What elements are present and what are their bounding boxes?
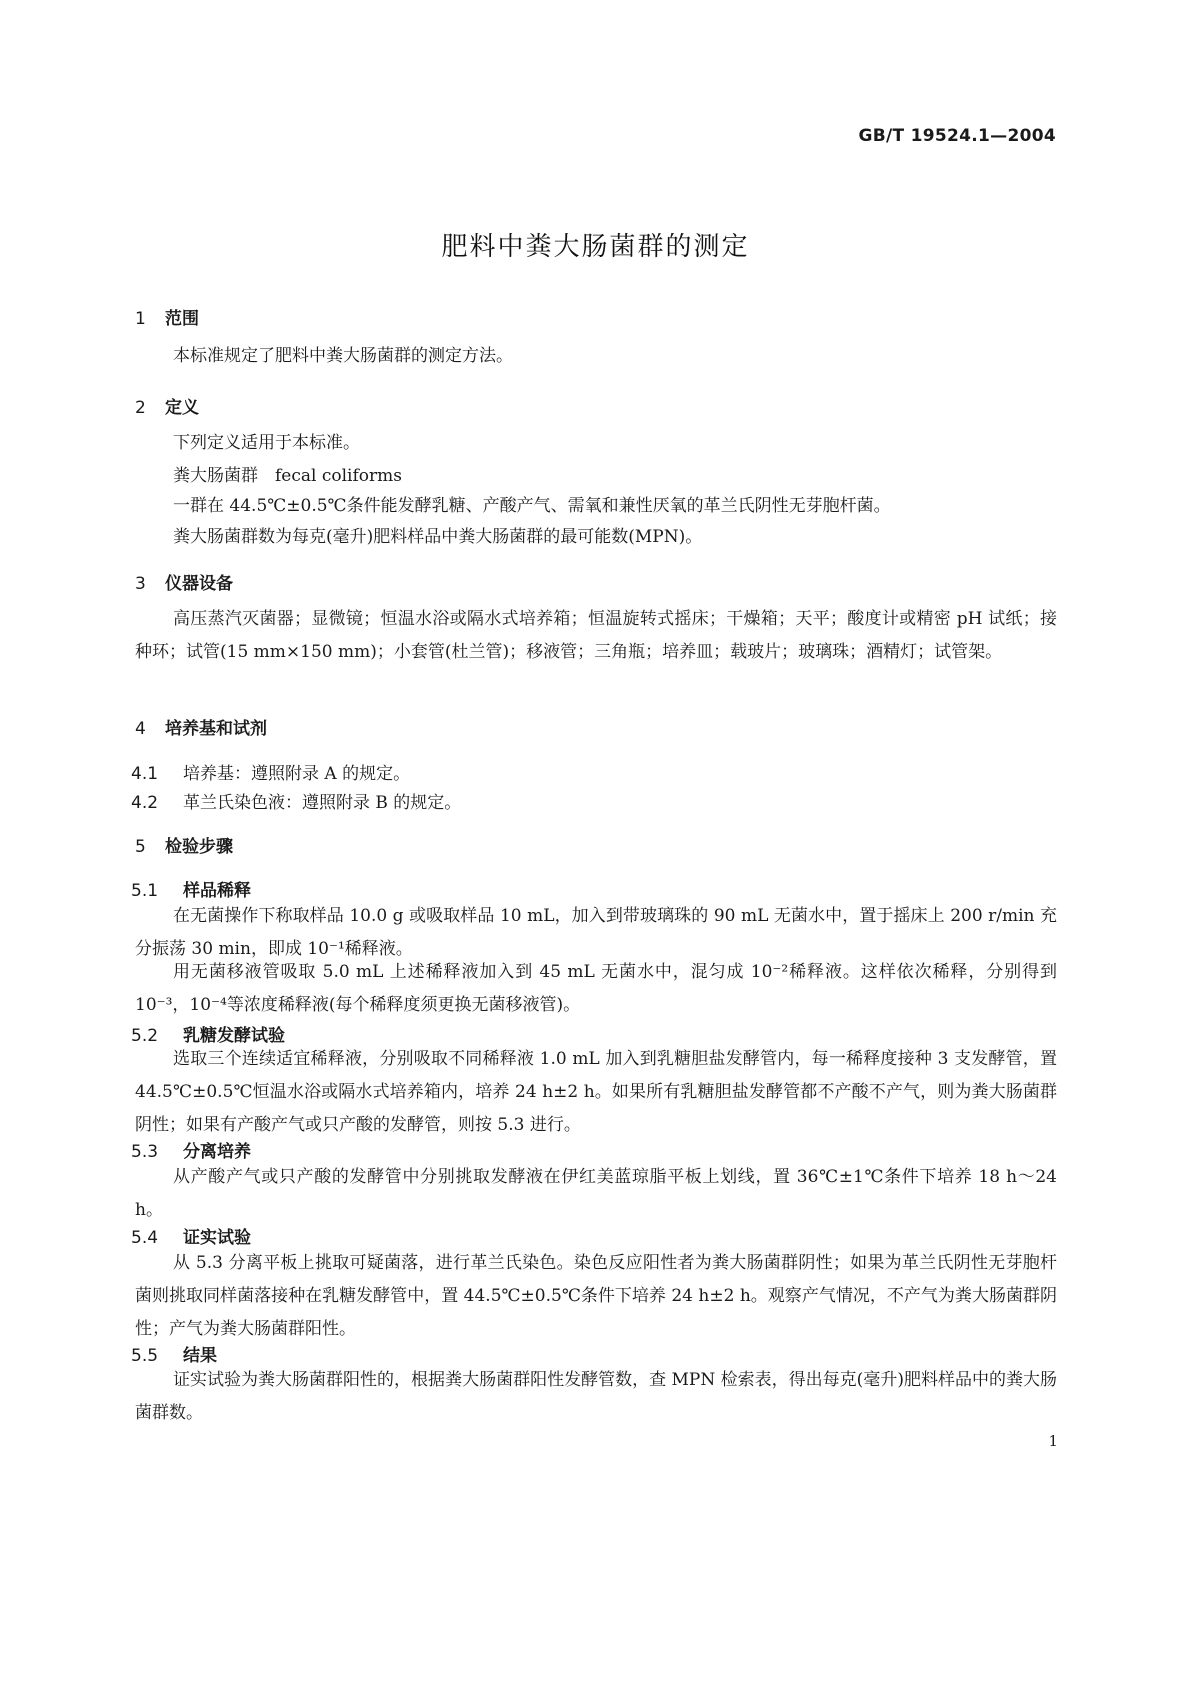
subsection-5-5-paragraph: 证实试验为粪大肠菌群阳性的，根据粪大肠菌群阳性发酵管数，查 MPN 检索表，得出每克(毫升)肥料样品中的粪大肠菌群数。 xyxy=(135,1370,1057,1423)
subsection-number: 5.1 xyxy=(131,881,159,901)
section-3-heading xyxy=(135,569,233,594)
subsection-number: 5.4 xyxy=(131,1228,159,1248)
term-definition: 一群在 44.5℃±0.5℃条件能发酵乳糖、产酸产气、需氧和兼性厌氧的革兰氏阴性无芽胞杆菌。 xyxy=(173,496,891,516)
section-title: 检验步骤 xyxy=(165,837,233,857)
item-number: 4.1 xyxy=(131,764,159,784)
subsection-5-4-paragraph: 从 5.3 分离平板上挑取可疑菌落，进行革兰氏染色。染色反应阳性者为粪大肠菌群阴性；如果为革兰氏阴性无芽胞杆菌则挑取同样菌落接种在乳糖发酵管中，置 44.5℃±0.5℃条件下培养 24 h±2 h。观察产气情况，不产气为粪大肠菌群阴性；产气为粪大肠菌群阳性。 xyxy=(135,1253,1057,1339)
subsection-5-4-heading xyxy=(131,1223,251,1248)
section-1-text: 本标准规定了肥料中粪大肠菌群的测定方法。 xyxy=(173,346,513,366)
page-number: 1 xyxy=(1048,1432,1058,1450)
subsection-title: 分离培养 xyxy=(183,1142,251,1162)
section-title: 定义 xyxy=(165,398,199,418)
term-note: 粪大肠菌群数为每克(毫升)肥料样品中粪大肠菌群的最可能数(MPN)。 xyxy=(173,527,703,547)
subsection-5-1-heading xyxy=(131,876,251,901)
standard-code: GB/T 19524.1—2004 xyxy=(858,126,1056,146)
subsection-5-3-paragraph: 从产酸产气或只产酸的发酵管中分别挑取发酵液在伊红美蓝琼脂平板上划线，置 36℃±1℃条件下培养 18 h～24 h。 xyxy=(135,1167,1057,1220)
term-fecal-coliforms: 粪大肠菌群 fecal coliforms xyxy=(173,466,402,486)
subsection-title: 结果 xyxy=(183,1346,217,1366)
section-2-line: 下列定义适用于本标准。 xyxy=(173,433,360,453)
section-2-heading xyxy=(135,393,199,418)
item-number: 4.2 xyxy=(131,793,159,813)
item-4-2 xyxy=(131,788,461,813)
subsection-5-2-paragraph: 选取三个连续适宜稀释液，分别吸取不同稀释液 1.0 mL 加入到乳糖胆盐发酵管内，每一稀释度接种 3 支发酵管，置 44.5℃±0.5℃恒温水浴或隔水式培养箱内，培养 24 h±2 h。如果所有乳糖胆盐发酵管都不产酸不产气，则为粪大肠菌群阴性；如果有产酸产气或只产酸的发酵管，则按 5.3 进行。 xyxy=(135,1049,1057,1135)
section-5-heading xyxy=(135,832,233,857)
subsection-5-1-paragraph-1: 在无菌操作下称取样品 10.0 g 或吸取样品 10 mL，加入到带玻璃珠的 90 mL 无菌水中，置于摇床上 200 r/min 充分振荡 30 min，即成 10⁻¹稀释液。 xyxy=(135,906,1057,959)
subsection-5-5-heading xyxy=(131,1341,217,1366)
subsection-number: 5.5 xyxy=(131,1346,159,1366)
subsection-title: 乳糖发酵试验 xyxy=(183,1026,285,1046)
section-1-heading xyxy=(135,304,199,329)
document-title: 肥料中粪大肠菌群的测定 xyxy=(441,232,750,262)
section-number: 2 xyxy=(135,398,146,418)
section-number: 3 xyxy=(135,574,146,594)
section-title: 培养基和试剂 xyxy=(165,719,267,739)
subsection-title: 证实试验 xyxy=(183,1228,251,1248)
subsection-5-1-paragraph-2: 用无菌移液管吸取 5.0 mL 上述稀释液加入到 45 mL 无菌水中，混匀成 10⁻²稀释液。这样依次稀释，分别得到 10⁻³，10⁻⁴等浓度稀释液(每个稀释度须更换无菌移液管)。 xyxy=(135,962,1057,1015)
subsection-number: 5.3 xyxy=(131,1142,159,1162)
subsection-title: 样品稀释 xyxy=(183,881,251,901)
subsection-5-3-heading xyxy=(131,1137,251,1162)
section-number: 4 xyxy=(135,719,146,739)
section-4-heading xyxy=(135,714,267,739)
item-4-1 xyxy=(131,759,410,784)
subsection-number: 5.2 xyxy=(131,1026,159,1046)
item-text: 革兰氏染色液：遵照附录 B 的规定。 xyxy=(183,793,462,813)
section-3-text: 高压蒸汽灭菌器；显微镜；恒温水浴或隔水式培养箱；恒温旋转式摇床；干燥箱；天平；酸度计或精密 pH 试纸；接种环；试管(15 mm×150 mm)；小套管(杜兰管)；移液管；三角瓶；培养皿；载玻片；玻璃珠；酒精灯；试管架。 xyxy=(135,609,1057,662)
section-number: 5 xyxy=(135,837,146,857)
section-title: 范围 xyxy=(165,309,199,329)
section-number: 1 xyxy=(135,309,146,329)
item-text: 培养基：遵照附录 A 的规定。 xyxy=(183,764,411,784)
section-title: 仪器设备 xyxy=(165,574,233,594)
